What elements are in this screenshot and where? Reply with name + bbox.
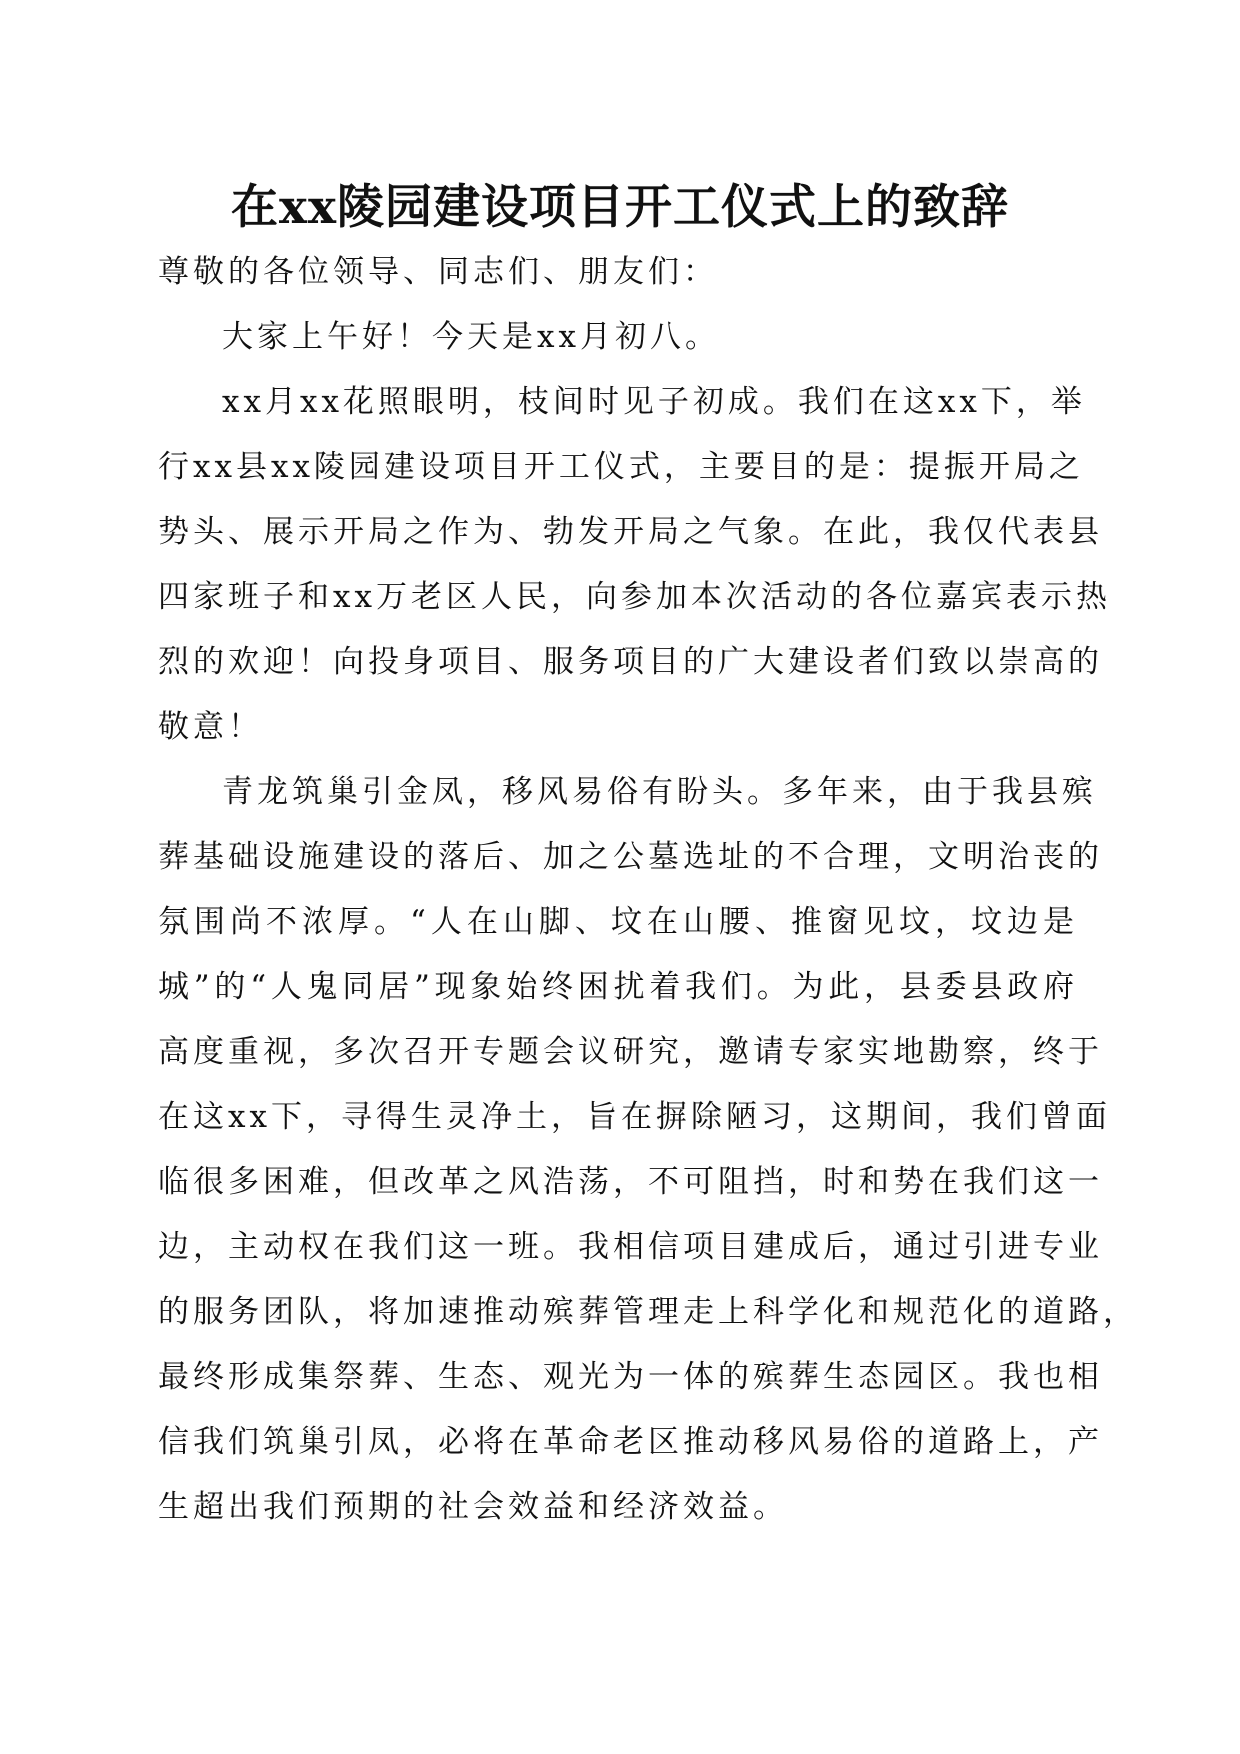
document-title: 在xx陵园建设项目开工仪式上的致辞 [230,180,1010,235]
paragraph-line: 势头、展示开局之作为、勃发开局之气象。在此，我仅代表县 [158,514,1103,550]
paragraph-line: 生超出我们预期的社会效益和经济效益。 [158,1489,788,1525]
paragraph-line: 临很多困难，但改革之风浩荡，不可阻挡，时和势在我们这一 [158,1164,1103,1200]
paragraph-line: 最终形成集祭葬、生态、观光为一体的殡葬生态园区。我也相 [158,1359,1103,1395]
paragraph-1 [158,370,1111,760]
paragraph-line: 敬意！ [158,709,263,745]
paragraph-line: 的服务团队，将加速推动殡葬管理走上科学化和规范化的道路， [158,1294,1138,1330]
paragraph-line: 在这xx下，寻得生灵净土，旨在摒除陋习，这期间，我们曾面 [158,1099,1111,1135]
paragraph-line: 信我们筑巢引凤，必将在革命老区推动移风易俗的道路上，产 [158,1424,1103,1460]
paragraph-line: 青龙筑巢引金凤，移风易俗有盼头。多年来，由于我县殡 [222,774,1097,810]
document-body [158,240,1138,1540]
paragraph-2 [158,760,1138,1540]
paragraph-line: 葬基础设施建设的落后、加之公墓选址的不合理，文明治丧的 [158,839,1103,875]
paragraph-line: 城”的“人鬼同居”现象始终困扰着我们。为此，县委县政府 [158,969,1078,1005]
paragraph-line: 边，主动权在我们这一班。我相信项目建成后，通过引进专业 [158,1229,1103,1265]
salutation: 尊敬的各位领导、同志们、朋友们： [158,254,718,290]
greeting: 大家上午好！今天是xx月初八。 [222,319,720,355]
paragraph-line: 行xx县xx陵园建设项目开工仪式，主要目的是：提振开局之 [158,449,1084,485]
paragraph-line: 高度重视，多次召开专题会议研究，邀请专家实地勘察，终于 [158,1034,1103,1070]
paragraph-line: xx月xx花照眼明，枝间时见子初成。我们在这xx下，举 [222,384,1086,420]
paragraph-line: 氛围尚不浓厚。“人在山脚、坟在山腰、推窗见坟，坟边是 [158,904,1078,940]
paragraph-line: 烈的欢迎！向投身项目、服务项目的广大建设者们致以崇高的 [158,644,1103,680]
paragraph-line: 四家班子和xx万老区人民，向参加本次活动的各位嘉宾表示热 [158,579,1111,615]
